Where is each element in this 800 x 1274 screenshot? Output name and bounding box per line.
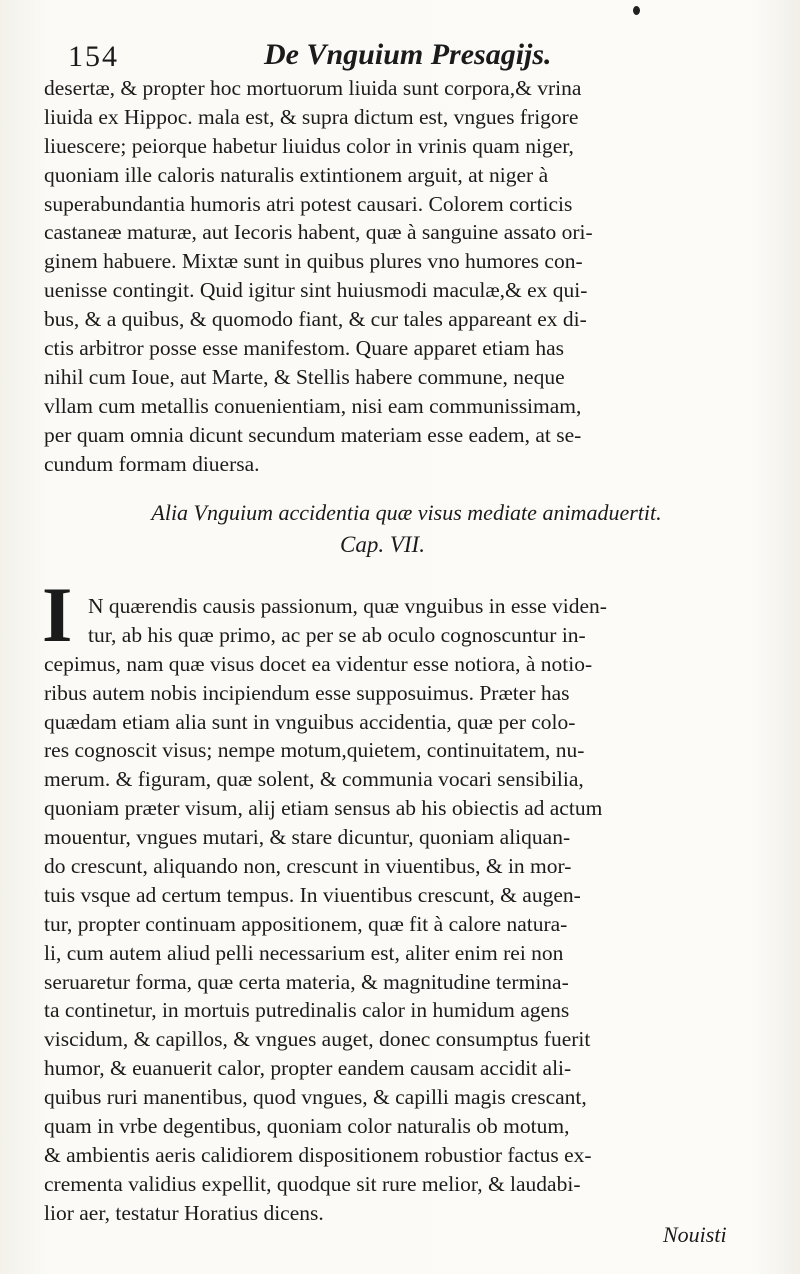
catchword: Nouisti — [663, 1222, 727, 1247]
text-section-2 — [44, 592, 769, 1228]
text-line: vllam cum metallis conuenientiam, nisi eam communissimam, — [44, 393, 582, 418]
text-line: N quærendis causis passionum, quæ vnguibus in esse viden- — [88, 594, 607, 618]
text-line: uenisse contingit. Quid igitur sint huiusmodi maculæ,& ex qui- — [44, 278, 588, 303]
text-line: crementa validius expellit, quodque sit rure melior, & laudabi- — [44, 1171, 581, 1196]
text-line: merum. & figuram, quæ solent, & communia vocari sensibilia, — [44, 767, 584, 792]
running-title: De Vnguium Presagijs. — [264, 38, 552, 71]
page-number: 154 — [68, 40, 119, 73]
text-line: per quam omnia dicunt secundum materiam esse eadem, at se- — [44, 422, 582, 447]
text-line: superabundantia humoris atri potest causari. Colorem corticis — [44, 191, 573, 216]
text-line: & ambientis aeris calidiorem dispositionem robustior factus ex- — [44, 1142, 592, 1167]
text-line: ginem habuere. Mixtæ sunt in quibus plures vno humores con- — [44, 249, 583, 274]
chapter-label: Cap. VII. — [340, 532, 425, 557]
text-line: res cognoscit visus; nempe motum,quietem, continuitatem, nu- — [44, 738, 585, 763]
drop-cap-initial: I — [42, 571, 73, 658]
ink-blot — [633, 6, 640, 15]
text-line: liuescere; peiorque habetur liuidus color in vrinis quam niger, — [44, 133, 574, 158]
text-line: desertæ, & propter hoc mortuorum liuida sunt corpora,& vrina — [44, 76, 582, 100]
text-line: seruaretur forma, quæ certa materia, & magnitudine termina- — [44, 969, 569, 994]
text-line: quædam etiam alia sunt in vnguibus accidentia, quæ per colo- — [44, 709, 576, 734]
chapter-title: Alia Vnguium accidentia quæ visus mediate animaduertit. — [151, 500, 662, 525]
text-line: cundum formam diuersa. — [44, 451, 260, 476]
text-line: tuis vsque ad certum tempus. In viuentibus crescunt, & augen- — [44, 882, 581, 907]
chapter-number — [130, 532, 730, 558]
text-section-1 — [44, 74, 769, 478]
text-line: lior aer, testatur Horatius dicens. — [44, 1200, 324, 1225]
text-line: ta continetur, in mortuis putredinalis calor in humidum agens — [44, 998, 570, 1023]
text-line: do crescunt, aliquando non, crescunt in viuentibus, & in mor- — [44, 854, 572, 879]
text-line: mouentur, vngues mutari, & stare dicuntur, quoniam aliquan- — [44, 825, 571, 850]
text-line: humor, & euanuerit calor, propter eandem causam accidit ali- — [44, 1056, 572, 1081]
text-line: viscidum, & capillos, & vngues auget, donec consumptus fuerit — [44, 1027, 591, 1052]
text-line: quoniam ille caloris naturalis extintionem arguit, at niger à — [44, 162, 549, 187]
text-line: tur, ab his quæ primo, ac per se ab oculo cognoscuntur in- — [88, 622, 586, 647]
text-line: castaneæ maturæ, aut Iecoris habent, quæ à sanguine assato ori- — [44, 220, 593, 245]
text-line: nihil cum Ioue, aut Marte, & Stellis habere commune, neque — [44, 364, 565, 389]
text-line: cepimus, nam quæ visus docet ea videntur esse notiora, à notio- — [44, 651, 593, 676]
text-line: tur, propter continuam appositionem, quæ fit à calore natura- — [44, 911, 568, 936]
text-line: quoniam præter visum, alij etiam sensus ab his obiectis ad actum — [44, 796, 603, 821]
text-line: quam in vrbe degentibus, quoniam color naturalis ob motum, — [44, 1114, 570, 1139]
text-line: bus, & a quibus, & quomodo fiant, & cur tales appareant ex di- — [44, 307, 587, 332]
text-line: ctis arbitror posse esse manifestom. Quare apparet etiam has — [44, 336, 564, 361]
text-line: ribus autem nobis incipiendum esse supposuimus. Præter has — [44, 680, 570, 705]
text-line: liuida ex Hippoc. mala est, & supra dictum est, vngues frigore — [44, 104, 579, 129]
text-line: quibus ruri manentibus, quod vngues, & capilli magis crescant, — [44, 1085, 587, 1110]
text-line: li, cum autem aliud pelli necessarium est, aliter enim rei non — [44, 940, 564, 965]
